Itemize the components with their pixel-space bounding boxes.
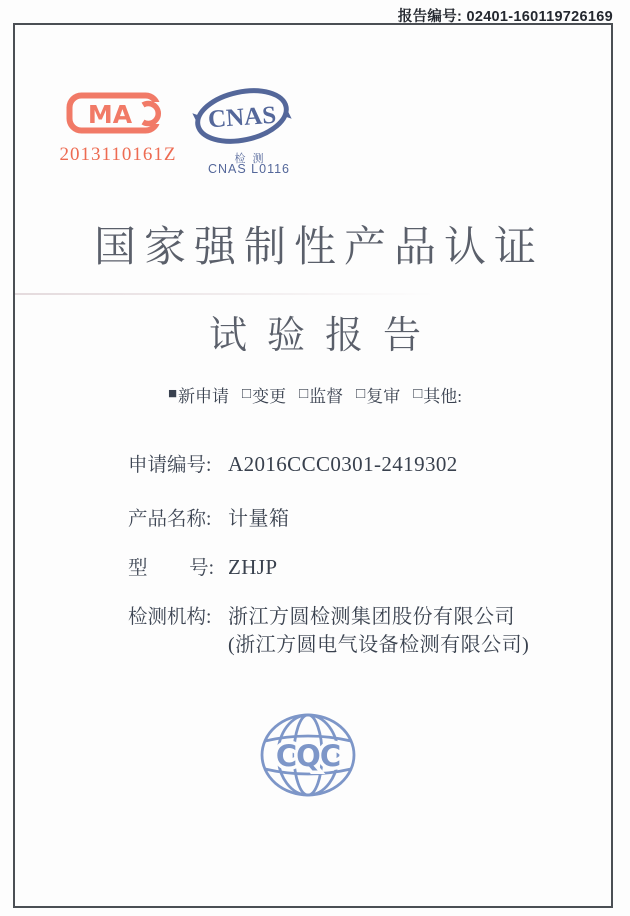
field-label: 申请编号: — [128, 455, 212, 476]
field-row-application-number — [128, 449, 458, 477]
model-value: ZHJP — [228, 555, 278, 579]
checkbox-unchecked-icon: □ — [413, 386, 423, 402]
field-row-product-name — [128, 502, 290, 531]
field-label — [128, 552, 214, 580]
product-name-value: 计量箱 — [228, 508, 290, 530]
field-row-model — [128, 552, 277, 580]
cqc-letters: CQC — [275, 739, 341, 773]
cnas-accreditation-number: CNAS L0116 — [207, 162, 291, 176]
report-number: 报告编号: 02401-160119726169 — [397, 9, 613, 25]
checkbox-item-supervision — [299, 382, 343, 407]
field-label-part: 号: — [189, 558, 214, 579]
checkbox-label: 复审 — [366, 387, 401, 406]
main-title: 国家强制性产品认证 — [93, 225, 544, 271]
cma-serial-number: 2013110161Z — [59, 144, 177, 165]
checkbox-item-change — [242, 382, 286, 407]
cnas-caption: 检测 — [234, 153, 271, 165]
scan-artifact-line — [15, 293, 435, 295]
cma-letters: MA — [87, 100, 133, 129]
checkbox-unchecked-icon: □ — [299, 386, 309, 402]
field-label: 产品名称: — [128, 509, 212, 530]
test-organization-line2: (浙江方圆电气设备检测有限公司) — [228, 634, 530, 656]
checkbox-unchecked-icon: □ — [356, 386, 366, 402]
sub-title: 试验报告 — [208, 315, 441, 357]
checkbox-checked-icon: ■ — [167, 386, 178, 402]
cnas-letters: CNAS — [207, 101, 278, 134]
application-type-row — [0, 382, 630, 407]
field-row-test-organization — [128, 601, 529, 659]
checkbox-item-review — [356, 382, 400, 407]
checkbox-item-other — [413, 382, 462, 407]
cma-mark-icon — [66, 92, 162, 139]
checkbox-label: 其他: — [423, 387, 463, 406]
checkbox-item-new-application — [168, 382, 229, 407]
checkbox-label: 监督 — [309, 387, 344, 406]
application-number-value: A2016CCC0301-2419302 — [228, 452, 458, 476]
test-organization-line1: 浙江方圆检测集团股份有限公司 — [228, 606, 515, 628]
test-organization-value — [228, 603, 529, 659]
cqc-globe-icon — [259, 711, 357, 804]
cnas-mark-icon — [191, 84, 293, 155]
checkbox-label: 变更 — [252, 387, 287, 406]
checkbox-label: 新申请 — [178, 387, 230, 406]
checkbox-unchecked-icon: □ — [242, 386, 252, 402]
field-label: 检测机构: — [128, 607, 212, 628]
field-label-part: 型 — [128, 558, 148, 579]
